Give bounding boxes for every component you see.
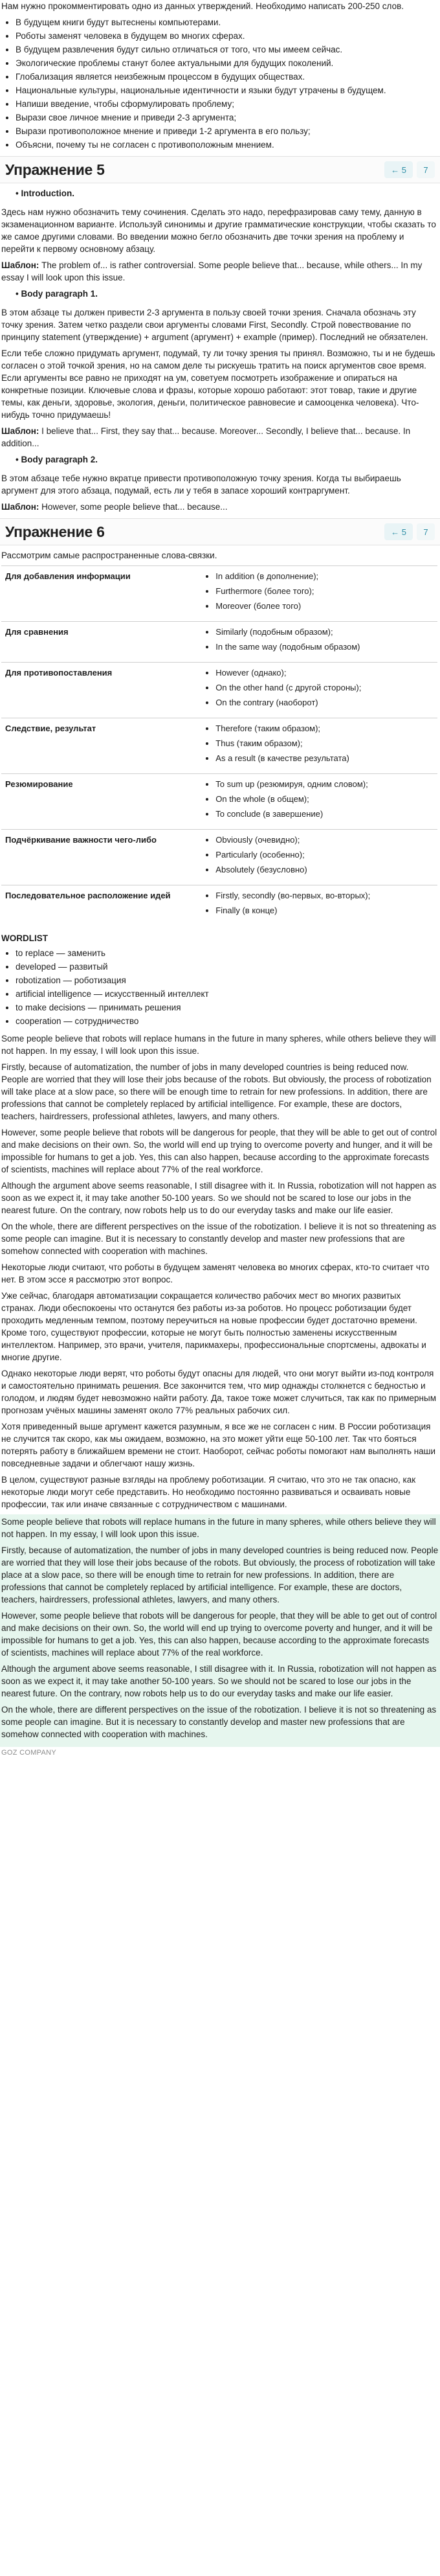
table-row [1, 566, 437, 622]
paragraph: Firstly, because of automatization, the number of jobs in many developed countries is being reduced now. People are worried that they will lose their jobs because of the robots. But obviously, the process of robotization will take place at a slow pace, so there will be enough time to retrain for new professions. In addition, there are professions that cannot be completely replaced by artificial intelligence. For example, these are doctors, teachers, hairdressers, professional athletes, lawyers, and many others. [1, 1545, 439, 1604]
list-item: • В будущем развлечения будут сильно отличаться от того, что мы имеем сейчас. [16, 43, 437, 56]
list-item: • Absolutely (безусловно) [215, 863, 434, 876]
template-label: Шаблон: [1, 426, 39, 436]
list-item: • Finally (в конце) [215, 904, 434, 917]
table-row [1, 622, 437, 663]
list-item: • In the same way (подобным образом) [215, 641, 434, 653]
watermark: GOZ COMPANY [1, 1749, 56, 1757]
list-item: • Национальные культуры, национальные идентичности и языки будут утрачены в будущем. [16, 84, 437, 97]
list-item: • Moreover (более того) [215, 600, 434, 612]
paragraph: On the whole, there are different perspectives on the issue of the robotization. I believe it is not so threatening as some people can imagine. But it is necessary to constantly develop and master new professions that are somehow connected with cooperation with machines. [1, 1705, 437, 1739]
category-cell: Следствие, результат [1, 718, 197, 774]
list-item: • However (однако); [215, 667, 434, 679]
list-item: • In addition (в дополнение); [215, 570, 434, 582]
template-line [1, 501, 437, 513]
wordlist-title: WORDLIST [1, 933, 48, 943]
template-text: The problem of... is rather controversial. Some people believe that... because, while others... In my essay I will look upon this issue. [1, 260, 423, 282]
list-item: • Therefore (таким образом); [215, 722, 434, 735]
paragraph: Хотя приведенный выше аргумент кажется разумным, я все же не согласен с ним. В России роботизация не случится так скоро, как мы ожидаем, возможно, на это может уйти еще 50-100 лет. Так что бояться потерять работу в ближайшем времени не стоит. Наоборот, сейчас роботы помогают нам выполнять наши повседневные задачи и облегчают нашу жизнь. [1, 1422, 436, 1468]
paragraph: Some people believe that robots will replace humans in the future in many spheres, while others believe they will not happen. In my essay, I will look upon this issue. [1, 1034, 436, 1056]
section-heading-text: Body paragraph 2. [21, 455, 98, 464]
list-item: • Particularly (особенно); [215, 849, 434, 861]
category-cell: Для добавления информации [1, 566, 197, 622]
exercise-nav [384, 161, 435, 178]
list-item: • to make decisions — принимать решения [16, 1001, 437, 1014]
template-text: I believe that... First, they say that... because. Moreover... Secondly, I believe that... because. In addition... [1, 426, 411, 448]
items-cell [197, 885, 437, 926]
list-item: • To conclude (в завершение) [215, 808, 434, 820]
list-item: • To sum up (резюмируя, одним словом); [215, 778, 434, 790]
category-cell: Подчёркивание важности чего-либо [1, 830, 197, 885]
list-item: • В будущем книги будут вытеснены компьютерами. [16, 16, 437, 28]
list-item: • to replace — заменить [16, 947, 437, 959]
list-item: • cooperation — сотрудничество [16, 1015, 437, 1027]
list-item: • On the contrary (наоборот) [215, 696, 434, 709]
prev-exercise-button[interactable]: ← 5 [384, 161, 413, 178]
paragraph: However, some people believe that robots will be dangerous for people, that they will be able to get out of control and make decisions on their own. So, the world will end up trying to overcome poverty and hunger, and it will be impossible for humans to get a job. Yes, this can also happen, because according to the approximate forecasts of scientists, machines will replace about 77% of the real workforce. [1, 1128, 437, 1174]
paragraph: Некоторые люди считают, что роботы в будущем заменят человека во многих сферах, кто-то считает что нет. В этом эссе я рассмотрю этот вопрос. [1, 1262, 430, 1284]
next-exercise-button[interactable]: 7 [417, 523, 435, 540]
list-item: • Furthermore (более того); [215, 585, 434, 597]
table-row [1, 774, 437, 830]
section-heading-text: Introduction. [21, 188, 74, 198]
list-item: • artificial intelligence — искусственный интеллект [16, 988, 437, 1000]
table-row [1, 830, 437, 885]
list-item: • Объясни, почему ты не согласен с противоположным мнением. [16, 139, 437, 151]
template-line [1, 259, 437, 284]
paragraph: Уже сейчас, благодаря автоматизации сокращается количество рабочих мест во многих развитых странах. Люди обеспокоены что останутся без работы из-за роботов. Но процесс роботизации будет проходить медленным темпом, поэтому переучиться на новые профессии будет достаточно времени. Кроме того, существуют профессии, которые не могут быть полностью заменены искусственным интеллектом. Например, это врачи, учителя, парикмахеры, профессиональные спортсмены, адвокаты и многие другие. [1, 1291, 426, 1362]
category-cell: Для противопоставления [1, 663, 197, 718]
list-item: • Вырази противоположное мнение и приведи 1-2 аргумента в его пользу; [16, 125, 437, 137]
intro-text: Нам нужно прокомментировать одно из данных утверждений. Необходимо написать 200-250 слов. [1, 1, 404, 11]
paragraph: On the whole, there are different perspectives on the issue of the robotization. I believe it is not so threatening as some people can imagine. But it is necessary to constantly develop and master new professions that are somehow connected with cooperation with machines. [1, 1222, 437, 1256]
paragraph: Although the argument above seems reasonable, I still disagree with it. In Russia, robotization will not happen as soon as we expect it, it may take another 50-100 years. So we should not be scared to lose our jobs in the nearest future. On the contrary, now robots help us to do our everyday tasks and make our life easier. [1, 1181, 437, 1215]
table-row [1, 718, 437, 774]
list-item: • Глобализация является неизбежным процессом в будущих обществах. [16, 71, 437, 83]
linking-words-table [1, 565, 437, 926]
next-exercise-button[interactable]: 7 [417, 161, 435, 178]
paragraph: В этом абзаце ты должен привести 2-3 аргумента в пользу своей точки зрения. Сначала обозначь эту точку зрения. Затем четко раздели свои аргументы словами First, Secondly. Строй повествование по принципу statement (утверждение) + argument (аргумент) + example (пример). Последний не обязателен. [1, 308, 428, 342]
items-cell [197, 663, 437, 718]
section-heading: • Introduction. [16, 188, 74, 198]
items-cell [197, 830, 437, 885]
list-item: • Firstly, secondly (во-первых, во-вторых); [215, 889, 434, 902]
section-heading-text: Body paragraph 1. [21, 289, 98, 299]
paragraph: Если тебе сложно придумать аргумент, подумай, ту ли точку зрения ты принял. Возможно, ты и не будешь согласен о этой точкой зрения, но на самом деле ты рискуешь тратить на поиск аргументов свое время. Если аргументы все равно не приходят на ум, советуем посмотреть изображение и опираться на конкретные позиции. Ключевые слова и фразы, которые хорошо работают: этот товар, такие и другие темы, как деньги, здоровье, экология, деньги, политическое равновесие и самооценка человека). Что-нибудь точно придумаешь! [1, 348, 435, 420]
table-row [1, 663, 437, 718]
list-item: • Роботы заменят человека в будущем во многих сферах. [16, 30, 437, 42]
page-title: Упражнение 6 [5, 523, 105, 540]
paragraph: В этом абзаце тебе нужно вкратце привести противоположную точку зрения. Когда ты выбираешь аргумент для этого абзаца, подумай, есть ли у тебя в запасе хороший контраргумент. [1, 473, 401, 496]
statements-list [1, 16, 437, 151]
section-heading: • Body paragraph 2. [16, 455, 98, 464]
exercise6-header [0, 518, 440, 545]
section-heading: • Body paragraph 1. [16, 289, 98, 299]
template-label: Шаблон: [1, 260, 39, 270]
list-item: • developed — развитый [16, 961, 437, 973]
list-item: • Similarly (подобным образом); [215, 626, 434, 638]
list-item: • Вырази свое личное мнение и приведи 2-3 аргумента; [16, 111, 437, 124]
table-intro: Рассмотрим самые распространенные слова-связки. [1, 551, 217, 560]
template-label: Шаблон: [1, 502, 39, 512]
table-row [1, 885, 437, 926]
essay-english [1, 1032, 437, 1257]
category-cell: Резюмирование [1, 774, 197, 830]
paragraph: Firstly, because of automatization, the number of jobs in many developed countries is being reduced now. People are worried that they will lose their jobs because of the robots. But obviously, the process of robotization will take place at a slow pace, so there will be enough time to retrain for new professions. In addition, there are professions that cannot be completely replaced by artificial intelligence. For example, these are doctors, teachers, hairdressers, professional athletes, lawyers, and many others. [1, 1062, 432, 1121]
paragraph: However, some people believe that robots will be dangerous for people, that they will be able to get out of control and make decisions on their own. So, the world will end up trying to overcome poverty and hunger, and it will be impossible for humans to get a job. Yes, this can also happen, because according to the approximate forecasts of scientists, machines will replace about 77% of the real workforce. [1, 1611, 437, 1658]
paragraph: Однако некоторые люди верят, что роботы будут опасны для людей, что они могут выйти из-под контроля и самостоятельно принимать решения. Все закончится тем, что мир однажды столкнется с бедностью и голодом, и людям будет невозможно найти работу. Да, такое тоже может случиться, так как по примерным прогнозам учёных машины заменят около 77% реальных рабочих сил. [1, 1369, 436, 1415]
essay-english-highlighted [0, 1514, 440, 1747]
list-item: • On the whole (в общем); [215, 793, 434, 805]
exercise-nav [384, 523, 435, 540]
items-cell [197, 718, 437, 774]
category-cell: Для сравнения [1, 622, 197, 663]
list-item: • Thus (таким образом); [215, 737, 434, 749]
items-cell [197, 566, 437, 622]
template-line [1, 425, 437, 450]
list-item: • Напиши введение, чтобы сформулировать проблему; [16, 98, 437, 110]
paragraph: В целом, существуют разные взгляды на проблему роботизации. Я считаю, что это не так опасно, как некоторые люди могут себе представить. Но необходимо постоянно развиваться и осваивать новые профессии, так или иначе связанные с сотрудничеством с машинами. [1, 1475, 416, 1509]
list-item: • As a result (в качестве результата) [215, 752, 434, 764]
list-item: • Экологические проблемы станут более актуальными для будущих поколений. [16, 57, 437, 69]
page-title: Упражнение 5 [5, 161, 105, 178]
paragraph: Здесь нам нужно обозначить тему сочинения. Сделать это надо, перефразировав саму тему, данную в экзаменационном варианте. Используй синонимы и другие грамматические конструкции, чтобы сказать то же самое другими словами. Во введении можно бегло обозначить две точки зрения на проблему и перейти к первому основному абзацу. [1, 207, 436, 254]
items-cell [197, 622, 437, 663]
list-item: • Obviously (очевидно); [215, 834, 434, 846]
list-item: • robotization — роботизация [16, 974, 437, 986]
list-item: • On the other hand (с другой стороны); [215, 681, 434, 694]
prev-exercise-button[interactable]: ← 5 [384, 523, 413, 540]
essay-russian [1, 1261, 437, 1510]
items-cell [197, 774, 437, 830]
exercise5-header [0, 156, 440, 183]
paragraph: Some people believe that robots will replace humans in the future in many spheres, while others believe they will not happen. In my essay, I will look upon this issue. [1, 1517, 436, 1539]
category-cell: Последовательное расположение идей [1, 885, 197, 926]
paragraph: Although the argument above seems reasonable, I still disagree with it. In Russia, robotization will not happen as soon as we expect it, it may take another 50-100 years. So we should not be scared to lose our jobs in the nearest future. On the contrary, now robots help us to do our everyday tasks and make our life easier. [1, 1664, 437, 1698]
wordlist [1, 947, 437, 1027]
template-text: However, some people believe that... because... [41, 502, 228, 512]
